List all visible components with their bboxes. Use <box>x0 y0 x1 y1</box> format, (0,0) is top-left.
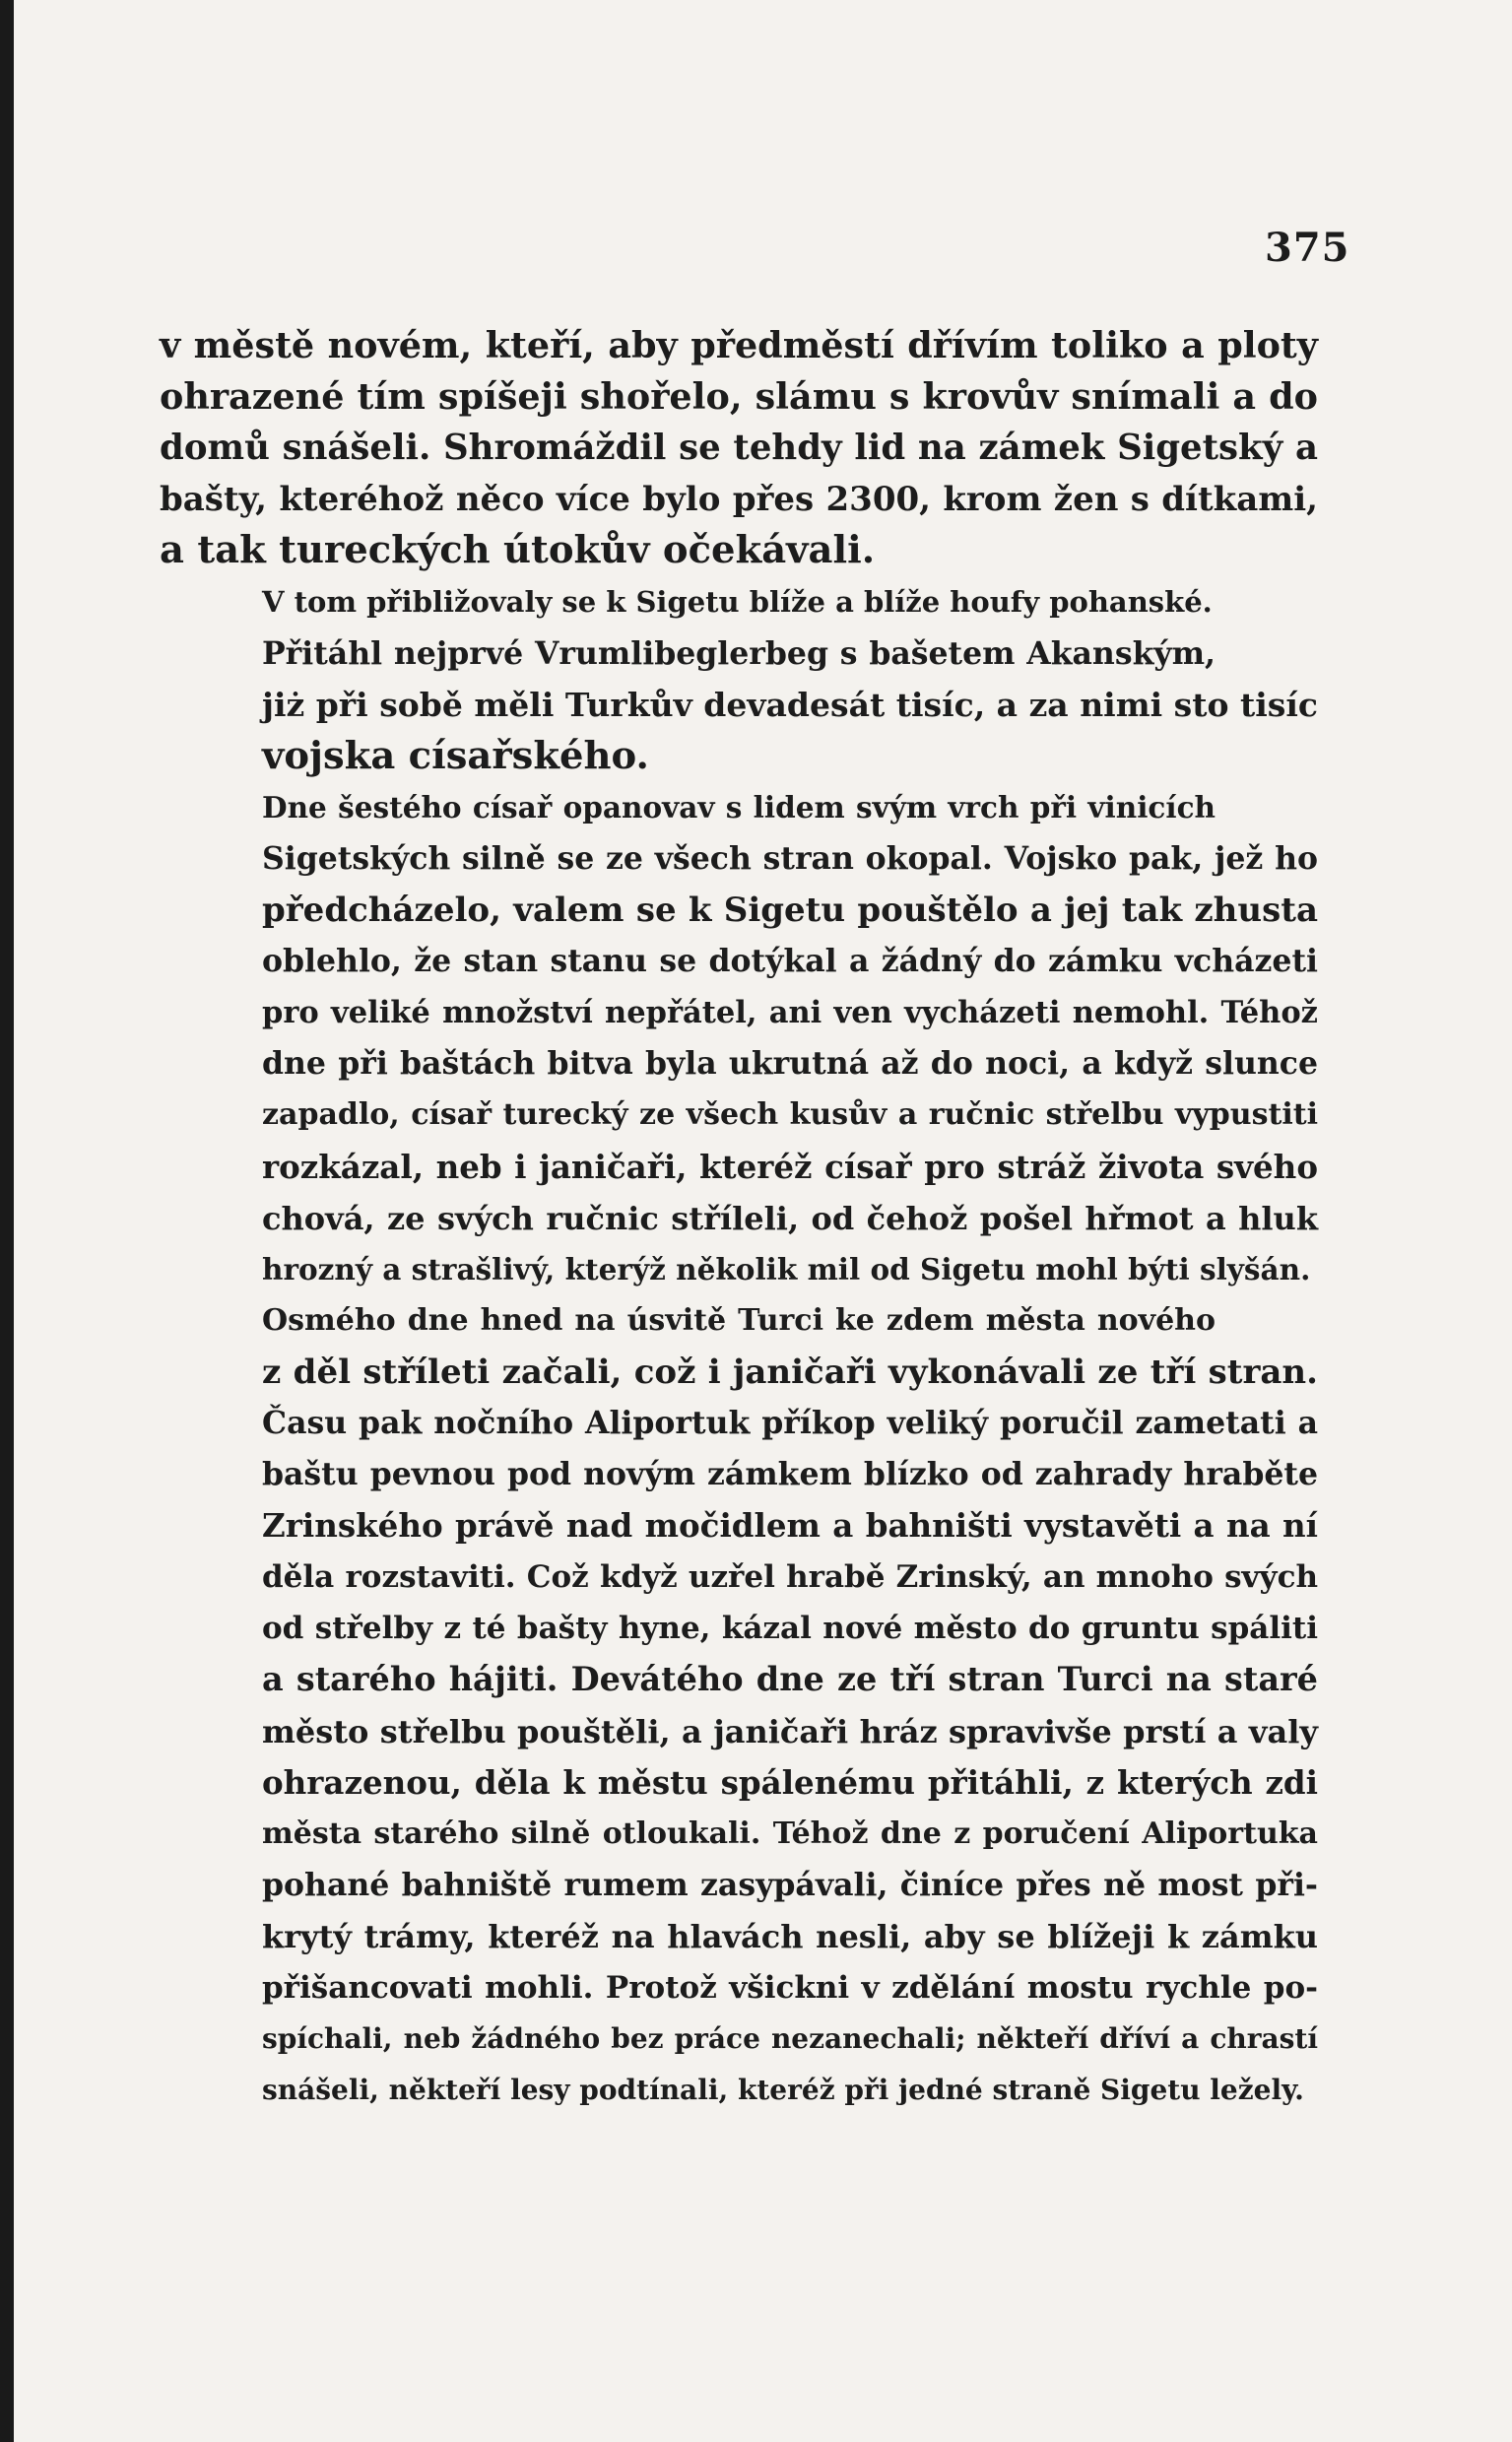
text-line: Času pak nočního Aliportuk příkop veliký poručil zametati a <box>262 1404 1318 1441</box>
text-line: Zrinského právě nad močidlem a bahništi vystavěti a na ní <box>262 1506 1318 1546</box>
text-line: rozkázal, neb i janičaři, kteréž císař pro stráž života svého <box>262 1147 1318 1186</box>
text-line: bašty, kteréhož něco více bylo přes 2300, krom žen s dítkami, <box>160 480 1318 520</box>
text-line: z děl stříleti začali, což i janičaři vykonávali ze tří stran. <box>262 1352 1318 1392</box>
text-line: od střelby z té bašty hyne, kázal nové město do gruntu spáliti <box>262 1611 1318 1647</box>
text-line: vojska císařského. <box>262 733 649 778</box>
text-line: chová, ze svých ručnic stříleli, od čehož pošel hřmot a hluk <box>262 1199 1318 1237</box>
text-line: Dne šestého císař opanovav s lidem svým vrch při vinicích <box>262 789 1216 825</box>
paragraph <box>160 782 1318 1295</box>
text-line: město střelbu pouštěli, a janičaři hráz spravivše prstí a valy <box>262 1712 1318 1750</box>
text-line: a tak tureckých útokův očekávali. <box>160 528 876 573</box>
text-line: Přitáhl nejprvé Vrumlibeglerbeg s bašetem Akanským, <box>262 634 1216 672</box>
text-line: krytý trámy, kteréž na hlavách nesli, aby se blížeji k zámku <box>262 1917 1318 1955</box>
text-line: baštu pevnou pod novým zámkem blízko od zahrady hraběte <box>262 1456 1318 1493</box>
text-line: V tom přibližovaly se k Sigetu blíže a blíže houfy pohanské. <box>262 585 1213 620</box>
text-line: pohané bahniště rumem zasypávali, činíce přes ně most při- <box>262 1866 1318 1903</box>
paragraph <box>160 320 1318 576</box>
text-line: Osmého dne hned na úsvitě Turci ke zdem města nového <box>262 1302 1216 1338</box>
text-line: přišancovati mohli. Protož všickni v zdělání mostu rychle po- <box>262 1970 1318 2006</box>
text-line: jiż při sobě měli Turkův devadesát tisíc, a za nimi sto tisíc <box>262 685 1318 724</box>
text-line: předcházelo, valem se k Sigetu pouštělo a jej tak zhusta <box>262 891 1318 931</box>
text-line: dne při baštách bitva byla ukrutná až do noci, a když slunce <box>262 1045 1318 1083</box>
text-line: města starého silně otloukali. Téhož dne z poručení Aliportuka <box>262 1815 1318 1851</box>
text-line: Sigetských silně se ze všech stran okopal. Vojsko pak, jež ho <box>262 839 1318 877</box>
book-page <box>14 0 1512 2442</box>
page-number: 375 <box>1265 225 1350 271</box>
text-line: domů snášeli. Shromáždil se tehdy lid na zámek Sigetský a <box>160 428 1318 469</box>
text-line: ohrazené tím spíšeji shořelo, slámu s krovův snímali a do <box>160 375 1318 419</box>
paragraph <box>160 1295 1318 2117</box>
text-line: a starého hájiti. Devátého dne ze tří stran Turci na staré <box>262 1660 1318 1699</box>
text-line: děla rozstaviti. Což když uzřel hrabě Zrinský, an mnoho svých <box>262 1559 1318 1596</box>
paragraph <box>160 576 1318 627</box>
text-line: spíchali, neb žádného bez práce nezanechali; někteří dříví a chrastí <box>262 2022 1318 2056</box>
text-line: zapadlo, císař turecký ze všech kusův a ručnic střelbu vypustiti <box>262 1097 1318 1133</box>
text-line: pro veliké množství nepřátel, ani ven vycházeti nemohl. Téhož <box>262 995 1318 1031</box>
paragraph <box>160 628 1318 782</box>
text-line: ohrazenou, děla k městu spálenému přitáhli, z kterých zdi <box>262 1762 1318 1802</box>
text-line: oblehlo, že stan stanu se dotýkal a žádný do zámku vcházeti <box>262 943 1318 980</box>
body-text <box>160 320 1318 2116</box>
text-line: v městě novém, kteří, aby předměstí dřívím toliko a ploty <box>160 324 1318 366</box>
text-line: snášeli, někteří lesy podtínali, kteréž při jedné straně Sigetu ležely. <box>262 2074 1304 2107</box>
text-line: hrozný a strašlivý, kterýž několik mil od Sigetu mohl býti slyšán. <box>262 1251 1311 1287</box>
